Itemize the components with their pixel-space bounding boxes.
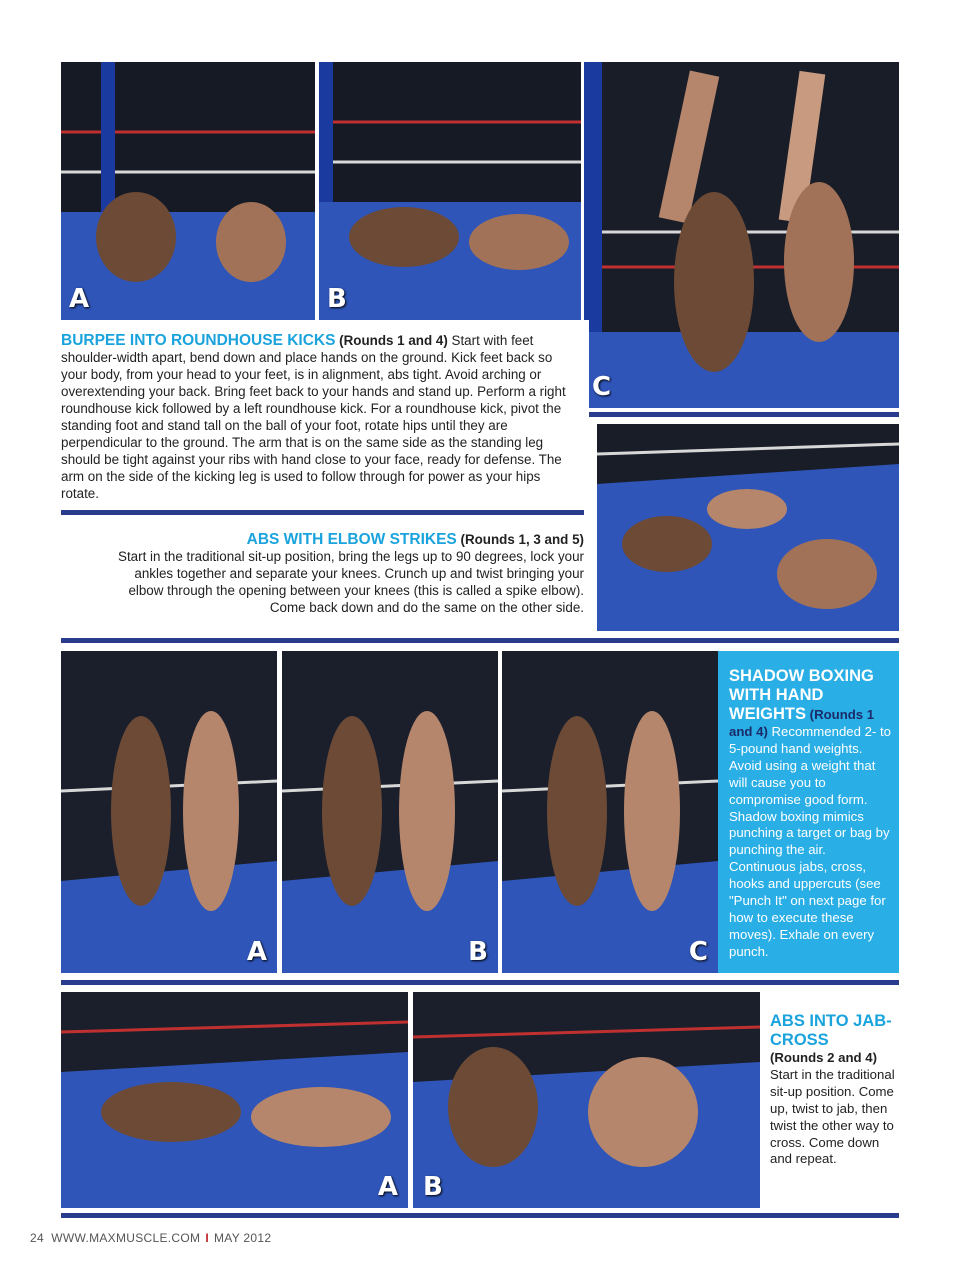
photo-label: A	[246, 937, 267, 967]
divider	[584, 412, 899, 417]
divider	[61, 638, 899, 643]
jab-rounds: (Rounds 2 and 4)	[770, 1050, 877, 1065]
page-footer: 24 WWW.MAXMUSCLE.COM I MAY 2012	[30, 1231, 272, 1245]
elbow-body: Start in the traditional sit-up position, bring the legs up to 90 degrees, lock your ankles together and separate your knees. Crunch up and twist bringing your elbow through the opening between your knees (this is called a spike elbow). Come back down and do the same on the other side.	[118, 549, 584, 615]
photo-label: B	[423, 1172, 443, 1202]
elbow-section	[100, 531, 584, 616]
photo-label: C	[592, 372, 612, 402]
photo-label: B	[468, 937, 488, 967]
photo-burpee-b	[319, 62, 581, 320]
shadow-boxing-box	[718, 651, 899, 973]
photo-label: A	[69, 284, 90, 314]
photo-label: C	[688, 937, 708, 967]
shadow-rounds: (Rounds 1 and 4)	[729, 707, 875, 739]
photo-burpee-a	[61, 62, 315, 320]
gap	[584, 320, 589, 515]
jab-heading: ABS INTO JAB-CROSS	[770, 1012, 892, 1049]
photo-elbow	[597, 424, 899, 631]
photo-label: A	[377, 1172, 398, 1202]
burpee-heading: BURPEE INTO ROUNDHOUSE KICKS	[61, 332, 336, 349]
shadow-section	[729, 667, 891, 961]
issue-date: MAY 2012	[213, 1231, 272, 1245]
jab-section	[770, 1012, 898, 1168]
site-link[interactable]: WWW.MAXMUSCLE.COM	[51, 1231, 201, 1245]
photo-label: B	[327, 284, 347, 314]
elbow-heading: ABS WITH ELBOW STRIKES	[246, 531, 457, 548]
photo-shadow-a	[61, 651, 277, 973]
burpee-body: Start with feet shoulder-width apart, bend down and place hands on the ground. Kick feet back so your body, from your head to your feet, is in alignment, abs tight. Avoid arching or overextending your back. Bring feet back to your hands and stand up. Perform a right roundhouse kick followed by a left roundhouse kick. For a roundhouse kick, pivot the standing foot and stand tall on the ball of your foot, rotate hips until they are perpendicular to the ground. The arm that is on the same side as the standing leg should be tight against your ribs with hand close to your face, ready for defense. The arm on the side of the kicking leg is used to follow through for power as your hips rotate.	[61, 333, 566, 501]
shadow-body: Recommended 2- to 5-pound hand weights. Avoid using a weight that will cause you to compromise good form. Shadow boxing mimics punching a target or bag by punching the air. Continuous jabs, cross, hooks and uppercuts (see "Punch It" on next page for how to execute these moves). Exhale on every punch.	[729, 724, 891, 959]
photo-shadow-b	[282, 651, 498, 973]
divider	[61, 1213, 899, 1218]
divider	[61, 510, 589, 515]
shadow-heading: SHADOW BOXING WITH HAND WEIGHTS	[729, 667, 874, 723]
photo-jab-b	[413, 992, 760, 1208]
jab-body: Start in the traditional sit-up position. Come up, twist to jab, then twist the other way to cross. Come down and repeat.	[770, 1066, 895, 1167]
elbow-rounds: (Rounds 1, 3 and 5)	[460, 532, 584, 547]
photo-burpee-c	[584, 62, 899, 408]
photo-jab-a	[61, 992, 408, 1208]
divider	[61, 980, 899, 985]
burpee-rounds: (Rounds 1 and 4)	[339, 333, 448, 348]
burpee-section	[61, 332, 566, 502]
page-number: 24	[30, 1231, 44, 1245]
photo-shadow-c	[502, 651, 718, 973]
